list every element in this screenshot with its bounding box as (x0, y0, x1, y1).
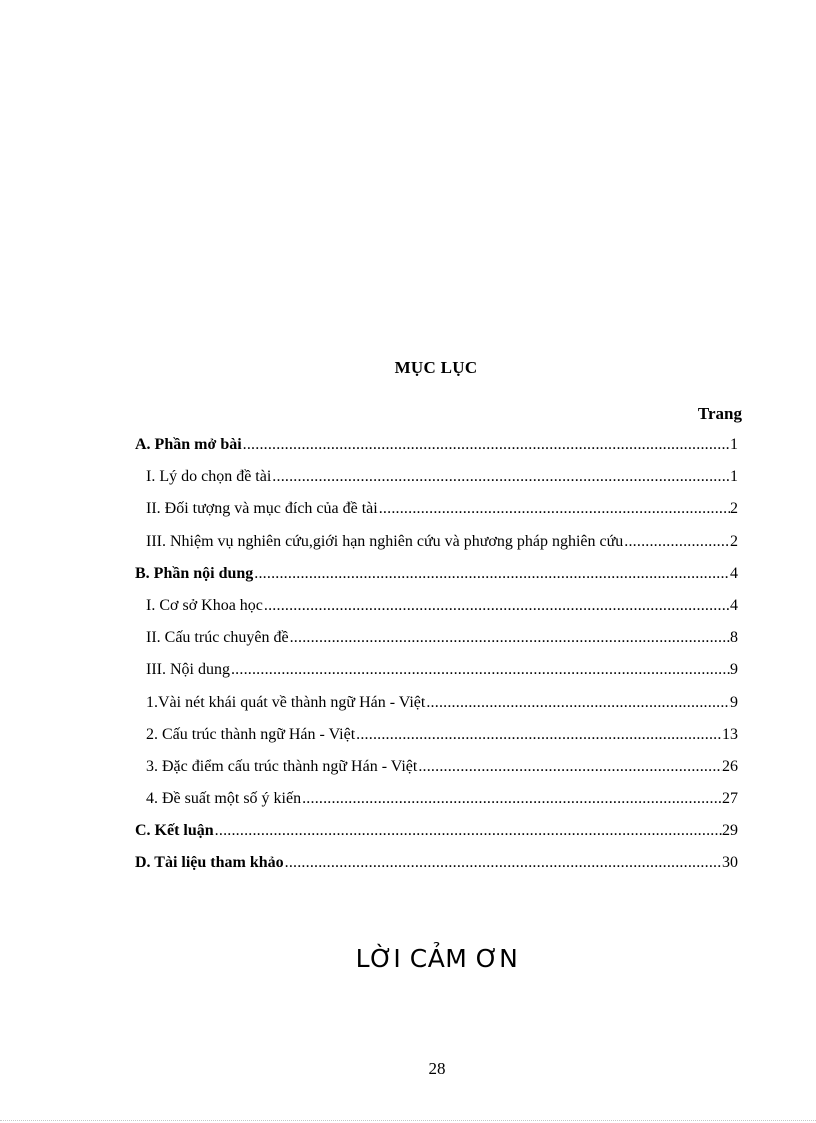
toc-entry-page: 30 (722, 854, 738, 872)
toc-entry[interactable] (135, 468, 738, 500)
toc-entry[interactable] (135, 565, 738, 597)
page-number: 28 (428, 1059, 446, 1078)
toc-entry[interactable] (135, 790, 738, 822)
toc-leader-dots (623, 533, 730, 551)
toc-entry-page: 2 (730, 532, 738, 550)
toc-page-column-label: Trang (697, 404, 742, 423)
toc-entry[interactable] (135, 854, 738, 886)
toc-entry-label: 4. Đề suất một số ý kiến (146, 790, 302, 808)
toc-leader-dots (417, 758, 722, 776)
toc-leader-dots (301, 790, 722, 808)
toc-leader-dots (425, 694, 730, 712)
toc-entry-page: 2 (730, 500, 738, 518)
toc-entry[interactable] (135, 661, 738, 693)
toc-entry[interactable] (135, 500, 738, 532)
toc-entry[interactable] (135, 726, 738, 758)
toc-entry-label: I. Lý do chọn đề tài (146, 468, 272, 486)
toc-entry-page: 4 (730, 564, 738, 582)
toc-entry-label: D. Tài liệu tham khảo (135, 854, 284, 872)
toc-entry-page: 4 (730, 596, 738, 614)
toc-entry-label: 3. Đặc điểm cấu trúc thành ngữ Hán - Việt (146, 757, 418, 775)
toc-entry-page: 26 (722, 757, 738, 775)
toc-entry-page: 27 (722, 790, 738, 808)
toc-leader-dots (230, 661, 730, 679)
toc-entry[interactable] (135, 694, 738, 726)
table-of-contents (135, 436, 738, 887)
toc-entry-page: 8 (730, 629, 738, 647)
toc-entry-label: I. Cơ sở Khoa học (146, 596, 263, 614)
toc-entry[interactable] (135, 533, 738, 565)
toc-leader-dots (355, 726, 722, 744)
toc-entry-label: II. Đối tượng và mục đích của đề tài (146, 500, 378, 518)
toc-entry-label: III. Nhiệm vụ nghiên cứu,giới hạn nghiên cứu và phương pháp nghiên cứu (146, 532, 624, 550)
toc-entry-page: 1 (730, 468, 738, 486)
toc-entry-label: C. Kết luận (135, 822, 214, 840)
toc-leader-dots (263, 597, 730, 615)
toc-leader-dots (284, 854, 722, 872)
toc-entry[interactable] (135, 629, 738, 661)
toc-entry-label: 1.Vài nét khái quát về thành ngữ Hán - Việt (146, 693, 426, 711)
acknowledgement-heading: LỜI CẢM ƠN (355, 944, 519, 973)
toc-title: MỤC LỤC (394, 358, 478, 377)
page-break-divider (0, 1120, 816, 1121)
toc-entry-label: B. Phần nội dung (135, 564, 254, 582)
toc-leader-dots (289, 629, 730, 647)
toc-entry[interactable] (135, 822, 738, 854)
toc-entry[interactable] (135, 758, 738, 790)
toc-entry-page: 9 (730, 661, 738, 679)
toc-entry-label: II. Cấu trúc chuyên đề (146, 629, 289, 647)
toc-entry-page: 1 (730, 436, 738, 453)
toc-entry-page: 9 (730, 693, 738, 711)
toc-leader-dots (271, 468, 730, 486)
toc-leader-dots (214, 822, 722, 840)
toc-entry-page: 29 (722, 822, 738, 840)
toc-leader-dots (242, 436, 730, 454)
toc-entry-label: A. Phần mở bài (135, 436, 242, 453)
toc-entry-label: 2. Cấu trúc thành ngữ Hán - Việt (146, 725, 356, 743)
toc-entry-page: 13 (722, 725, 738, 743)
toc-leader-dots (253, 565, 730, 583)
toc-leader-dots (378, 500, 730, 518)
toc-entry[interactable] (135, 597, 738, 629)
toc-entry-label: III. Nội dung (146, 661, 230, 679)
toc-entry[interactable] (135, 436, 738, 468)
